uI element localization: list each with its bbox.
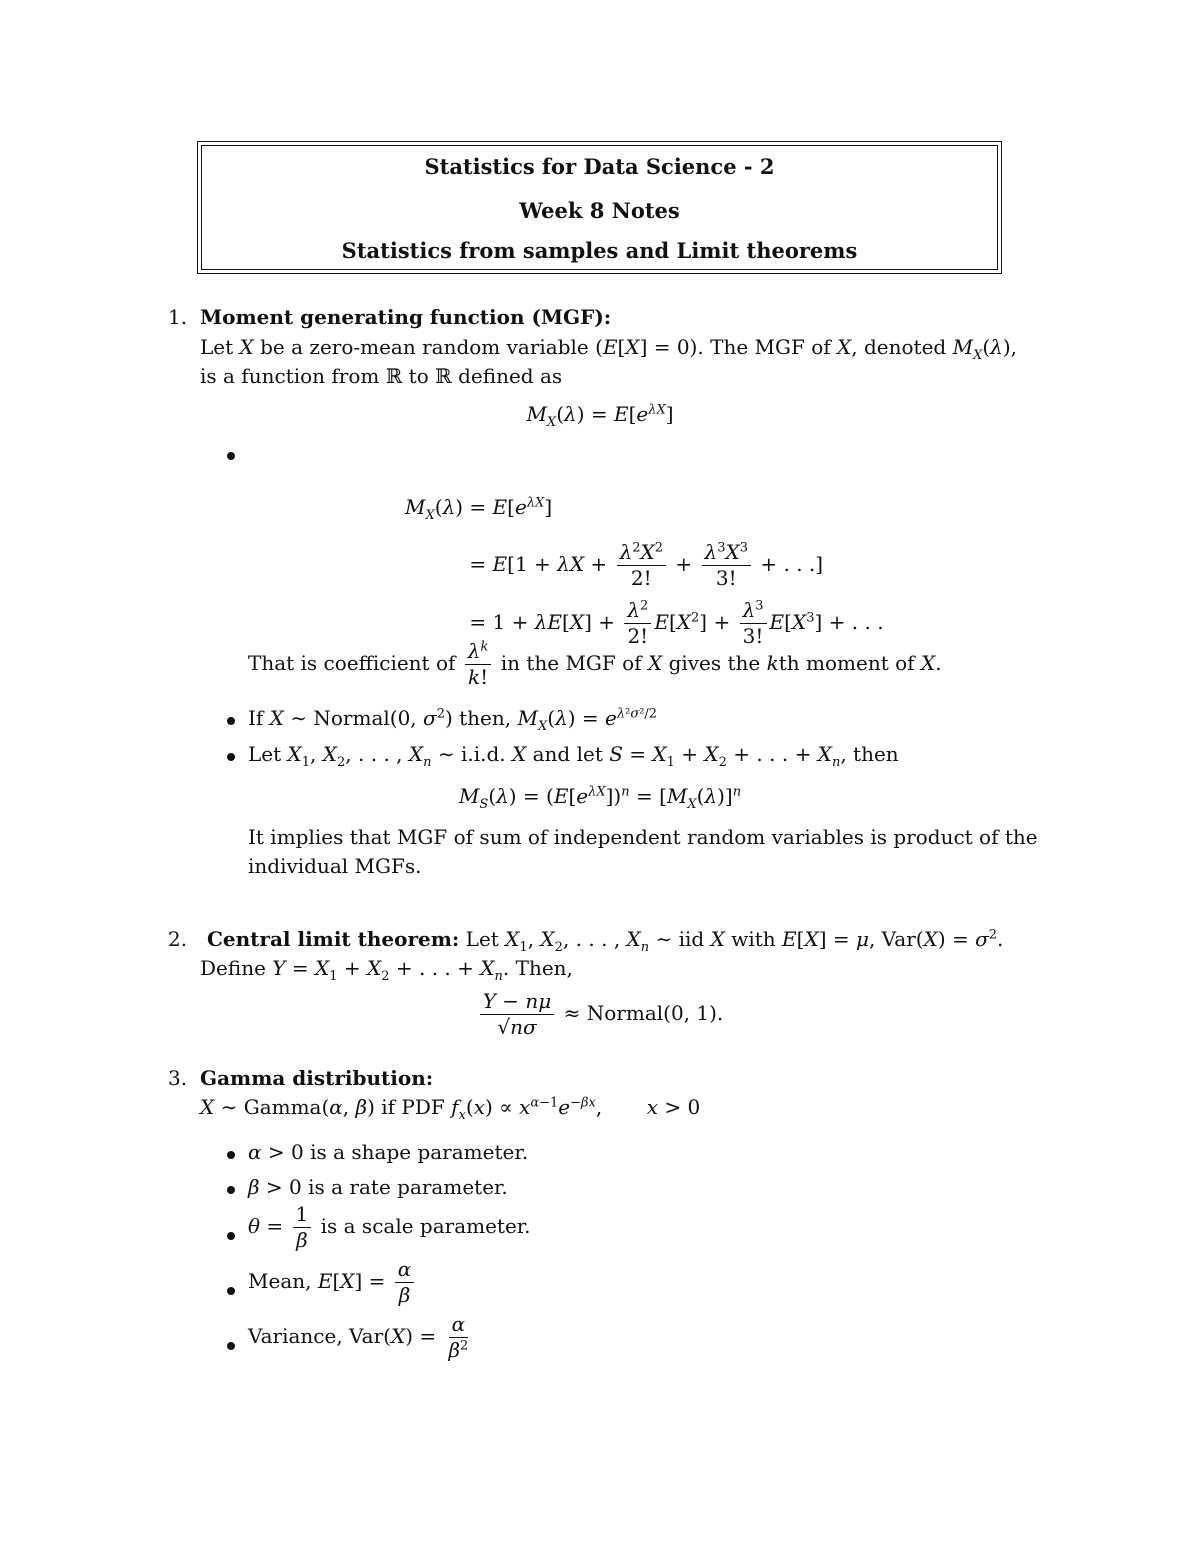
normal-mgf-item: If X ∼ Normal(0, $\sigma^2$) then, $M_X(\lambda) = e^{\lambda^2\sigma^2/2}$: [248, 706, 658, 734]
rate-parameter-item: β > 0 is a rate parameter.: [248, 1175, 508, 1199]
bullet-dot: [227, 717, 235, 725]
gamma-pdf: X ∼ Gamma(α, β) if PDF $f_x(x) \propto x^{\alpha-1}e^{-\beta x}$, x > 0: [200, 1095, 701, 1123]
implication-line1: It implies that MGF of sum of independent random variables is product of the: [248, 825, 1038, 849]
bullet-dot: [227, 753, 235, 761]
section-1-heading: Moment generating function (MGF):: [200, 305, 612, 329]
section-2-heading: Central limit theorem:: [207, 927, 460, 951]
mgf-intro-line1: Let X be a zero-mean random variable (E[X] = 0). The MGF of X, denoted $M_X(\lambda)$,: [200, 335, 1018, 363]
mgf-expansion: $M_X(\lambda)$ = $E[e^{\lambda X}]$ = E[1 + λX + $\frac{\lambda^2X^2}{2!}$ + $\frac{\lambda^3X^3}{3!}$ + . . .] = 1 + λE[X] + $\frac{\lambda^2}{2!}$ $E[X^2]$ + $\frac{\lambda^3}{3!}$ $E[X^3]$ + . . .: [405, 495, 884, 648]
section-1-number: 1.: [168, 305, 188, 329]
mean-item: Mean, E[X] = $\frac{\alpha}{\beta}$: [248, 1258, 417, 1307]
scale-parameter-item: θ = $\frac{1}{\beta}$ is a scale parameter.: [248, 1202, 531, 1252]
bullet-dot: [227, 1151, 235, 1159]
implication-line2: individual MGFs.: [248, 854, 422, 878]
section-3-number: 3.: [168, 1066, 188, 1090]
clt-line2: Define $Y = X_1 + X_2$ + . . . + $X_n$. Then,: [200, 956, 573, 984]
clt-line1: Central limit theorem: Let $X_1$, $X_2$, . . . , $X_n$ ∼ iid X with E[X] = μ, $Var(X) = \sigma^2$.: [207, 927, 1004, 955]
course-title: Statistics for Data Science - 2: [424, 154, 775, 179]
section-2-number: 2.: [168, 927, 188, 951]
bullet-dot: [227, 1232, 235, 1240]
sum-mgf-item: Let $X_1$, $X_2$, . . . , $X_n$ ∼ i.i.d. X and let $S = X_1 + X_2$ + . . . + $X_n$, then: [248, 742, 899, 770]
bullet-dot: [227, 1287, 235, 1295]
week-title: Week 8 Notes: [519, 198, 680, 223]
coefficient-statement: That is coefficient of $\frac{\lambda^k}{k!}$ in the MGF of X gives the kth moment of X.: [248, 639, 942, 689]
topic-title: Statistics from samples and Limit theorems: [341, 238, 858, 263]
title-box-inner: [201, 145, 998, 270]
section-3-heading: Gamma distribution:: [200, 1066, 434, 1090]
clt-formula: $\frac{Y - n\mu}{√n\sigma}$ ≈ Normal(0, 1).: [0, 990, 1200, 1039]
shape-parameter-item: α > 0 is a shape parameter.: [248, 1140, 529, 1164]
title-box: [197, 141, 1002, 274]
bullet-dot: [227, 1186, 235, 1194]
variance-item: Variance, Var(X) = $\frac{\alpha}{\beta^2}$: [248, 1312, 469, 1362]
mgf-definition: $M_X(\lambda) = E[e^{\lambda X}]$: [526, 402, 674, 430]
bullet-dot: [227, 1342, 235, 1350]
mgf-intro-line2: is a function from ℝ to ℝ defined as: [200, 364, 563, 388]
bullet-dot: [227, 452, 235, 460]
sum-mgf-formula: $M_S(\lambda) = (E[e^{\lambda X}])^n = [M_X(\lambda)]^n$: [458, 784, 742, 812]
